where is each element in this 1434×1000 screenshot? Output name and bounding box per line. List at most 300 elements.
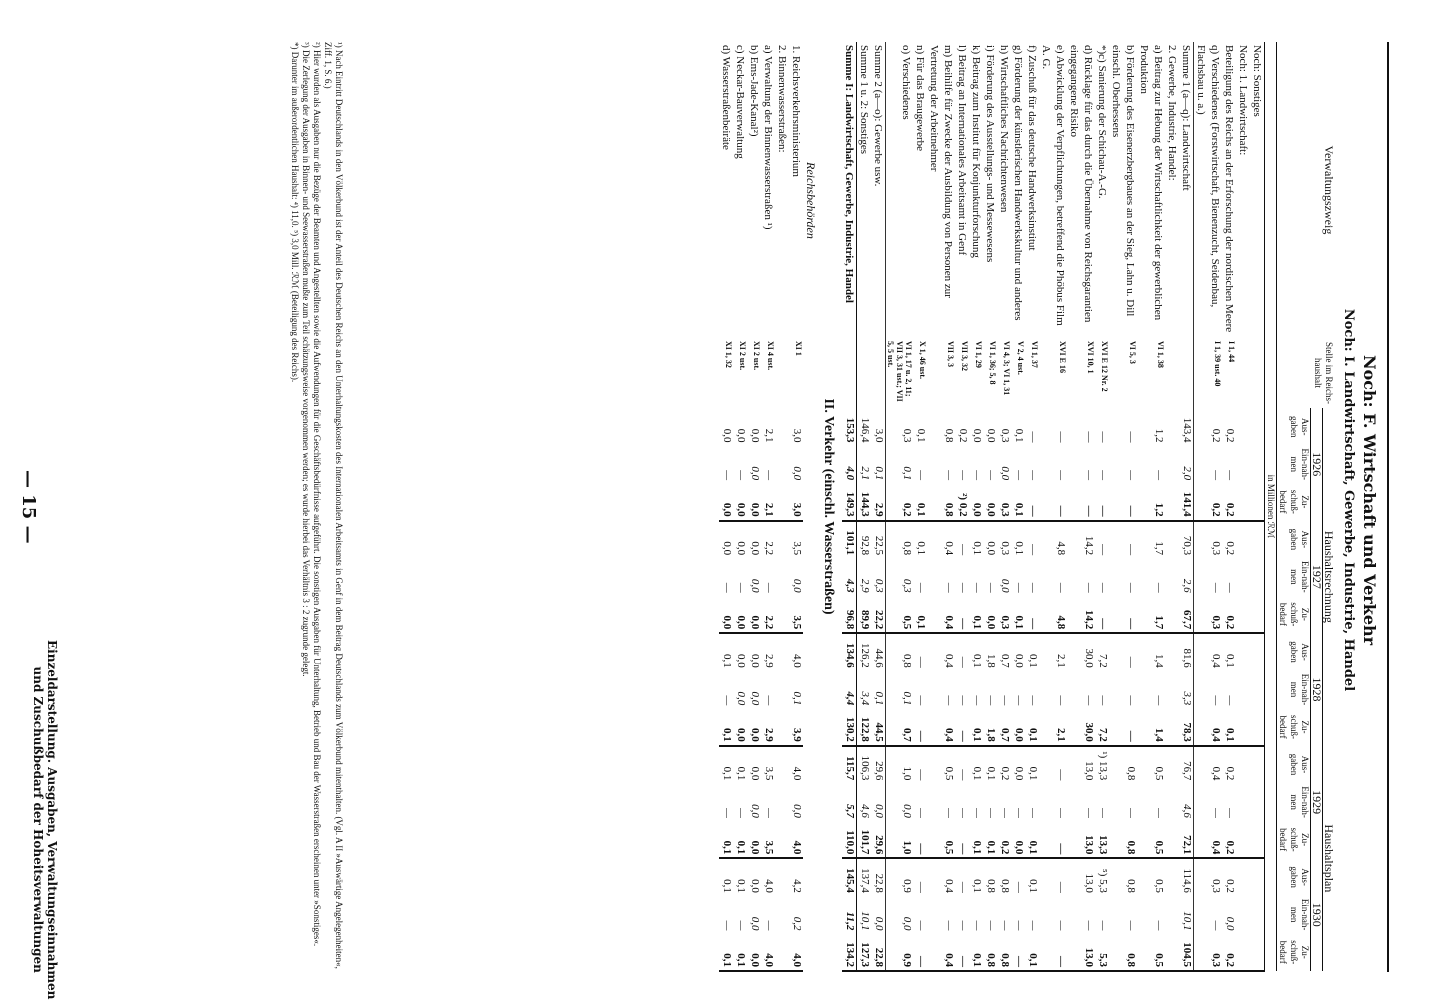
value-cell: 3,3 [1179,671,1194,709]
value-cell [1250,821,1265,859]
table-row [1137,42,1165,971]
row-label: h) Wirtschaftliches Nachrichtenwesen [998,45,1010,213]
value-cell: 1,8 [983,708,997,746]
value-cell [1236,446,1250,484]
value-cell: 0,3 [1210,541,1222,556]
value-cell: 0,2 [1224,879,1236,893]
value-cell: — [1083,808,1095,818]
value-cell [1236,596,1250,634]
value-cell: 3,5 [791,541,803,556]
table-row [775,42,789,971]
value-cell: 0,8 [901,541,913,556]
value-cell [1165,708,1179,746]
value-cell: — [985,470,997,481]
table-row [1011,42,1025,971]
value-cell [1165,896,1179,934]
budget-reference: XI 2 ust. [738,341,747,371]
row-label: Summe 1 u. 2: Sonstiges [858,45,870,155]
value-cell: 0,3 [871,558,886,596]
value-cell: 134,6 [842,633,857,671]
value-cell: 7,2 [1097,653,1109,668]
value-cell: — [1067,483,1095,521]
budget-reference: VI 1, 37 [1030,341,1039,368]
value-cell [1250,783,1265,821]
value-cell: 0,1 [1025,821,1039,859]
budget-reference [1236,338,1250,408]
value-cell: 0,5 [1137,933,1165,971]
value-cell: 0,2 [1224,541,1236,556]
value-cell [1236,933,1250,971]
row-label: g) Förderung der künstlerischen Handwerkskultur und anderes [1012,45,1024,321]
table-row [927,42,955,971]
budget-table [719,42,1334,972]
value-cell: 0,1 [719,708,733,746]
value-cell: 2,1 [1055,653,1067,668]
value-cell: 0,8 [997,933,1011,971]
value-cell: 22,2 [871,596,886,634]
value-cell: 4,3 [842,558,857,596]
table-row [719,42,733,971]
value-cell: — [957,582,969,593]
value-cell [1236,783,1250,821]
value-cell: — [1013,881,1025,893]
value-cell [1250,746,1265,784]
value-cell [1236,408,1250,446]
value-cell: 0,5 [1137,821,1165,859]
value-cell: 149,3 [842,483,857,521]
value-cell: ¹) 13,3 [1097,751,1109,781]
row-label: 1. Reichsverkehrsministerium [790,45,802,177]
value-cell: 0,1 [721,879,733,893]
footnote: ³) Die Zerlegung der Ausgaben in Binnen- und Seewasserstraßen mußte zum Teil schätzungsweise vorgenommen werden; es wurde hierbei das Verhältnis 3 : 2 zugrunde gelegt. [301,42,311,677]
value-cell: — [915,656,927,668]
value-cell: 0,2 [1222,483,1236,521]
value-cell: 0,0 [971,428,983,443]
value-cell: — [957,544,969,556]
value-cell: — [1210,808,1222,818]
value-cell: — [985,695,997,706]
row-label: d) Wasserstraßenbeiräte [720,45,732,150]
value-cell [1165,671,1179,709]
value-cell: — [1055,769,1067,781]
value-cell: — [1125,656,1137,668]
year-header: 1929 [1311,746,1323,859]
value-cell: 153,3 [842,408,857,446]
value-cell: 0,0 [969,483,983,521]
value-cell: 0,0 [791,804,803,818]
value-cell: 0,1 [901,466,913,481]
table-row [1025,42,1039,971]
value-cell: 143,4 [1179,408,1194,446]
value-cell [1250,633,1265,671]
value-cell: — [971,582,983,593]
value-cell: 0,0 [733,596,747,634]
value-cell: — [1097,808,1109,818]
value-cell: — [1083,582,1095,593]
value-cell: 0,0 [983,483,997,521]
budget-reference: VI 5, 3 [1128,341,1137,364]
value-cell: 0,3 [997,483,1011,521]
value-cell: — [1013,808,1025,818]
value-cell: 0,4 [943,653,955,668]
footnote: *) Darunter im außerordentlichen Haushalt: ⁴) 11,0. ⁵) 3,0 Mill. ℛℳ (Beteiligung des Reichs). [290,42,300,383]
table-row [1067,42,1095,971]
value-cell: — [721,695,733,706]
value-cell [1250,558,1265,596]
value-cell: 0,5 [1153,879,1165,893]
value-cell [1236,483,1250,521]
value-cell: 115,7 [842,746,857,784]
value-cell: 89,9 [857,596,872,634]
value-cell: 7,2 [1095,708,1109,746]
value-cell: 0,1 [969,596,983,634]
value-cell: 13,0 [1083,873,1095,893]
value-cell: 3,0 [789,483,803,521]
value-cell: — [1109,483,1137,521]
rechnung-header: Haushaltsrechnung [1323,408,1335,746]
column-subheader: Zu-schuß-bedarf [1277,933,1311,971]
value-cell: 3,5 [763,766,775,781]
budget-reference: XI 4 ust. [766,341,775,371]
budget-reference: I 1, 39 ust. 40 [1213,341,1222,387]
table-row [789,42,803,971]
value-cell: 0,1 [971,653,983,668]
value-cell: — [1055,582,1067,593]
value-cell: 13,0 [1067,821,1095,859]
budget-reference: XVI 10, 1 [1086,341,1095,374]
value-cell: 1,4 [1137,708,1165,746]
value-cell: 0,1 [719,821,733,859]
value-cell: 92,8 [859,535,871,556]
column-subheader: Ein-nah-men [1277,558,1311,596]
value-cell: — [1153,695,1165,706]
table-row [969,42,983,971]
value-cell [775,783,789,821]
value-cell: 0,0 [749,916,761,931]
budget-reference: XVI E 12 Nr. 2 [1100,341,1109,392]
value-cell: 3,0 [871,408,886,446]
value-cell: — [1224,695,1236,706]
budget-reference: VI 4, 3; VI 1, 31 [1002,341,1011,396]
value-cell: 0,0 [721,428,733,443]
value-cell [1250,858,1265,896]
column-subheader: Zu-schuß-bedarf [1277,708,1311,746]
value-cell: — [1039,821,1067,859]
value-cell: 13,0 [1083,761,1095,781]
chapter-title: Noch: F. Wirtschaft und Verkehr [1360,354,1379,646]
value-cell: 0,0 [749,578,761,593]
value-cell: 0,2 [1222,933,1236,971]
footnote: ²) Hier wurden als Ausgaben nur die Bezüge der Beamten und Angestellten sowie die Aufwendungen für die Geschäftsbedürfnisse aufgeführt. Die sonstigen Ausgaben für Unterhaltung, Betrieb und Bau der Wasserstraßen erscheinen unter »Sonstiges«. [312,42,322,947]
value-cell: — [1097,695,1109,706]
value-cell: 0,3 [999,541,1011,556]
value-cell: — [763,920,775,931]
value-cell [1165,746,1179,784]
value-cell [775,408,789,446]
budget-reference: VII 3, 3 [946,341,955,368]
column-subheader: Aus-gaben [1277,746,1311,784]
value-cell: 0,2 [886,483,914,521]
value-cell [1236,521,1250,559]
value-cell [775,596,789,634]
value-cell: — [1095,596,1109,634]
value-cell: — [971,920,983,931]
value-cell: — [1224,808,1236,818]
value-cell: 0,8 [999,879,1011,893]
value-cell: 0,4 [1210,766,1222,781]
value-cell: 104,5 [1179,933,1194,971]
value-cell: 0,1 [1013,428,1025,443]
value-cell: — [1027,695,1039,706]
value-cell: 0,3 [997,596,1011,634]
value-cell: 2,1 [761,483,775,521]
value-cell: — [1083,431,1095,443]
value-cell: 1,0 [886,821,914,859]
value-cell [1165,558,1179,596]
section-title: II. Verkehr (einschl. Wasserstraßen) [821,398,836,615]
value-cell: 0,2 [1210,428,1222,443]
year-header: 1928 [1311,633,1323,746]
column-subheader: Aus-gaben [1277,858,1311,896]
value-cell [1250,671,1265,709]
column-subheader: Aus-gaben [1277,633,1311,671]
value-cell: — [1039,483,1067,521]
value-cell: 0,1 [1025,708,1039,746]
value-cell: — [1055,470,1067,481]
budget-reference [1165,338,1179,408]
column-subheader: Zu-schuß-bedarf [1277,483,1311,521]
value-cell: — [1025,483,1039,521]
value-cell: — [955,596,969,634]
table-row [747,42,761,971]
value-cell: — [1210,582,1222,593]
unit-label: in Millionen ℛℳ [1265,42,1277,971]
value-cell: 76,7 [1179,746,1194,784]
value-cell: 0,0 [735,691,747,706]
value-cell: 0,8 [1125,766,1137,781]
value-cell: 0,0 [733,483,747,521]
value-cell: 0,0 [721,541,733,556]
value-cell [1236,746,1250,784]
table-row [997,42,1011,971]
value-cell: 1,7 [1137,596,1165,634]
value-cell: 0,0 [791,578,803,593]
value-cell: — [1153,808,1165,818]
value-cell: — [1125,431,1137,443]
value-cell: — [1097,920,1109,931]
row-label: a) Beitrag zur Hebung der Wirtschaftlichkeit der gewerblichen Produktion [1138,45,1164,321]
value-cell: 144,3 [857,483,872,521]
value-cell: — [999,695,1011,706]
value-cell: 3,9 [789,708,803,746]
value-cell: 0,0 [735,428,747,443]
value-cell: 30,0 [1083,648,1095,668]
table-row [983,42,997,971]
value-cell [775,858,789,896]
table-row [1222,42,1236,971]
value-cell: 0,9 [886,933,914,971]
value-cell: 4,0 [789,821,803,859]
value-cell: 0,1 [719,933,733,971]
column-subheader: Ein-nah-men [1277,446,1311,484]
value-cell: 1,2 [1137,483,1165,521]
value-cell: 0,2 [997,821,1011,859]
value-cell: 0,8 [1109,821,1137,859]
value-cell: 4,6 [859,804,871,818]
value-cell: 0,5 [1153,766,1165,781]
year-header: 1926 [1311,408,1323,521]
table-row [842,42,857,971]
value-cell: — [735,920,747,931]
value-cell: 0,8 [985,879,997,893]
value-cell: — [913,933,927,971]
value-cell: 0,8 [1125,879,1137,893]
value-cell: — [957,769,969,781]
value-cell: — [1027,470,1039,481]
value-cell: 0,1 [971,541,983,556]
value-cell: 4,0 [791,766,803,781]
column-subheader: Aus-gaben [1277,408,1311,446]
value-cell: 2,2 [761,596,775,634]
row-label: Summe 2 (a—o): Gewerbe usw. [871,42,886,338]
value-cell [1236,671,1250,709]
value-cell [1165,933,1179,971]
value-cell: 0,0 [791,466,803,481]
value-cell: — [763,808,775,818]
value-cell: 0,4 [927,933,955,971]
value-cell: — [763,582,775,593]
value-cell: 72,1 [1179,821,1194,859]
value-cell: — [943,470,955,481]
value-cell: 0,0 [735,653,747,668]
value-cell [775,558,789,596]
value-cell: 11,2 [842,896,857,934]
budget-reference: VII 3, 32 [960,341,969,372]
year-header: 1927 [1311,521,1323,634]
value-cell: — [1125,808,1137,818]
value-cell: 0,1 [871,446,886,484]
table-row [1179,42,1194,971]
value-cell: 0,1 [913,596,927,634]
value-cell: 2,9 [859,578,871,593]
value-cell: — [1025,596,1039,634]
value-cell: 44,6 [871,633,886,671]
value-cell: 0,2 [1224,766,1236,781]
value-cell: 0,2 [1224,428,1236,443]
value-cell: — [957,808,969,818]
value-cell: — [1224,582,1236,593]
budget-reference: XI 1 [794,341,803,356]
table-row [913,42,927,971]
value-cell: 0,1 [1222,708,1236,746]
value-cell: 4,0 [789,933,803,971]
value-cell: 127,3 [857,933,872,971]
value-cell [1165,483,1179,521]
value-cell: 0,2 [1194,483,1223,521]
value-cell: — [1125,695,1137,706]
value-cell: 2,9 [871,483,886,521]
value-cell: — [1097,431,1109,443]
value-cell [1165,596,1179,634]
value-cell: — [735,808,747,818]
value-cell: 22,5 [871,521,886,559]
value-cell: — [915,920,927,931]
value-cell [1250,446,1265,484]
value-cell: 0,0 [719,596,733,634]
row-label: n) Für das Braugewerbe [914,45,926,151]
budget-reference: XVI E 16 [1058,341,1067,374]
value-cell: 3,5 [789,596,803,634]
value-cell: 81,6 [1179,633,1194,671]
value-cell: — [915,808,927,818]
budget-reference [1179,338,1194,408]
value-cell: — [971,695,983,706]
value-cell: — [957,695,969,706]
value-cell: 4,8 [1039,596,1067,634]
value-cell: — [1210,470,1222,481]
row-label: Noch: 1. Landwirtschaft: [1237,45,1249,156]
value-cell: 0,1 [969,933,983,971]
value-cell: 0,0 [735,541,747,556]
row-label: k) Beitrag zum Institut für Konjunkturforschung [970,45,982,258]
value-cell: 0,1 [1027,766,1039,781]
value-cell: 0,0 [747,933,761,971]
value-cell: — [971,808,983,818]
value-cell: — [1055,920,1067,931]
value-cell [1250,408,1265,446]
value-cell: — [999,808,1011,818]
value-cell [1165,521,1179,559]
value-cell: 0,9 [901,879,913,893]
value-cell: 0,2 [957,428,969,443]
value-cell: 0,0 [1013,653,1025,668]
table-row [1109,42,1137,971]
value-cell: 0,0 [747,708,761,746]
value-cell: 130,2 [842,708,857,746]
table-row [733,42,747,971]
row-label: m) Beihilfe für Zwecke der Ausbildung von Personen zur Vertretung der Arbeitnehmer [928,45,954,298]
value-cell: 14,2 [1067,596,1095,634]
value-cell: 0,0 [747,483,761,521]
value-cell: 0,0 [733,708,747,746]
value-cell: — [1097,582,1109,593]
value-cell: — [915,881,927,893]
value-cell: 2,1 [763,428,775,443]
table-row [886,42,914,971]
value-cell: 0,0 [749,466,761,481]
value-cell: 1,0 [901,766,913,781]
row-label: 2. Gewerbe, Industrie, Handel: [1166,45,1178,181]
value-cell: 0,1 [969,708,983,746]
value-cell: 0,1 [1025,933,1039,971]
value-cell [1165,783,1179,821]
value-cell: — [1055,808,1067,818]
value-cell: 0,0 [749,653,761,668]
value-cell: 0,1 [1224,653,1236,668]
value-cell: 0,2 [791,916,803,931]
value-cell: 0,3 [901,578,913,593]
value-cell: — [985,920,997,931]
value-cell: 0,1 [971,879,983,893]
footnotes [289,42,344,972]
value-cell: — [1125,544,1137,556]
value-cell: — [985,808,997,818]
budget-reference: I 1, 44 [1227,341,1236,363]
value-cell: 0,8 [927,483,955,521]
value-cell: — [1095,483,1109,521]
table-row [871,42,886,971]
value-cell: 3,5 [761,821,775,859]
